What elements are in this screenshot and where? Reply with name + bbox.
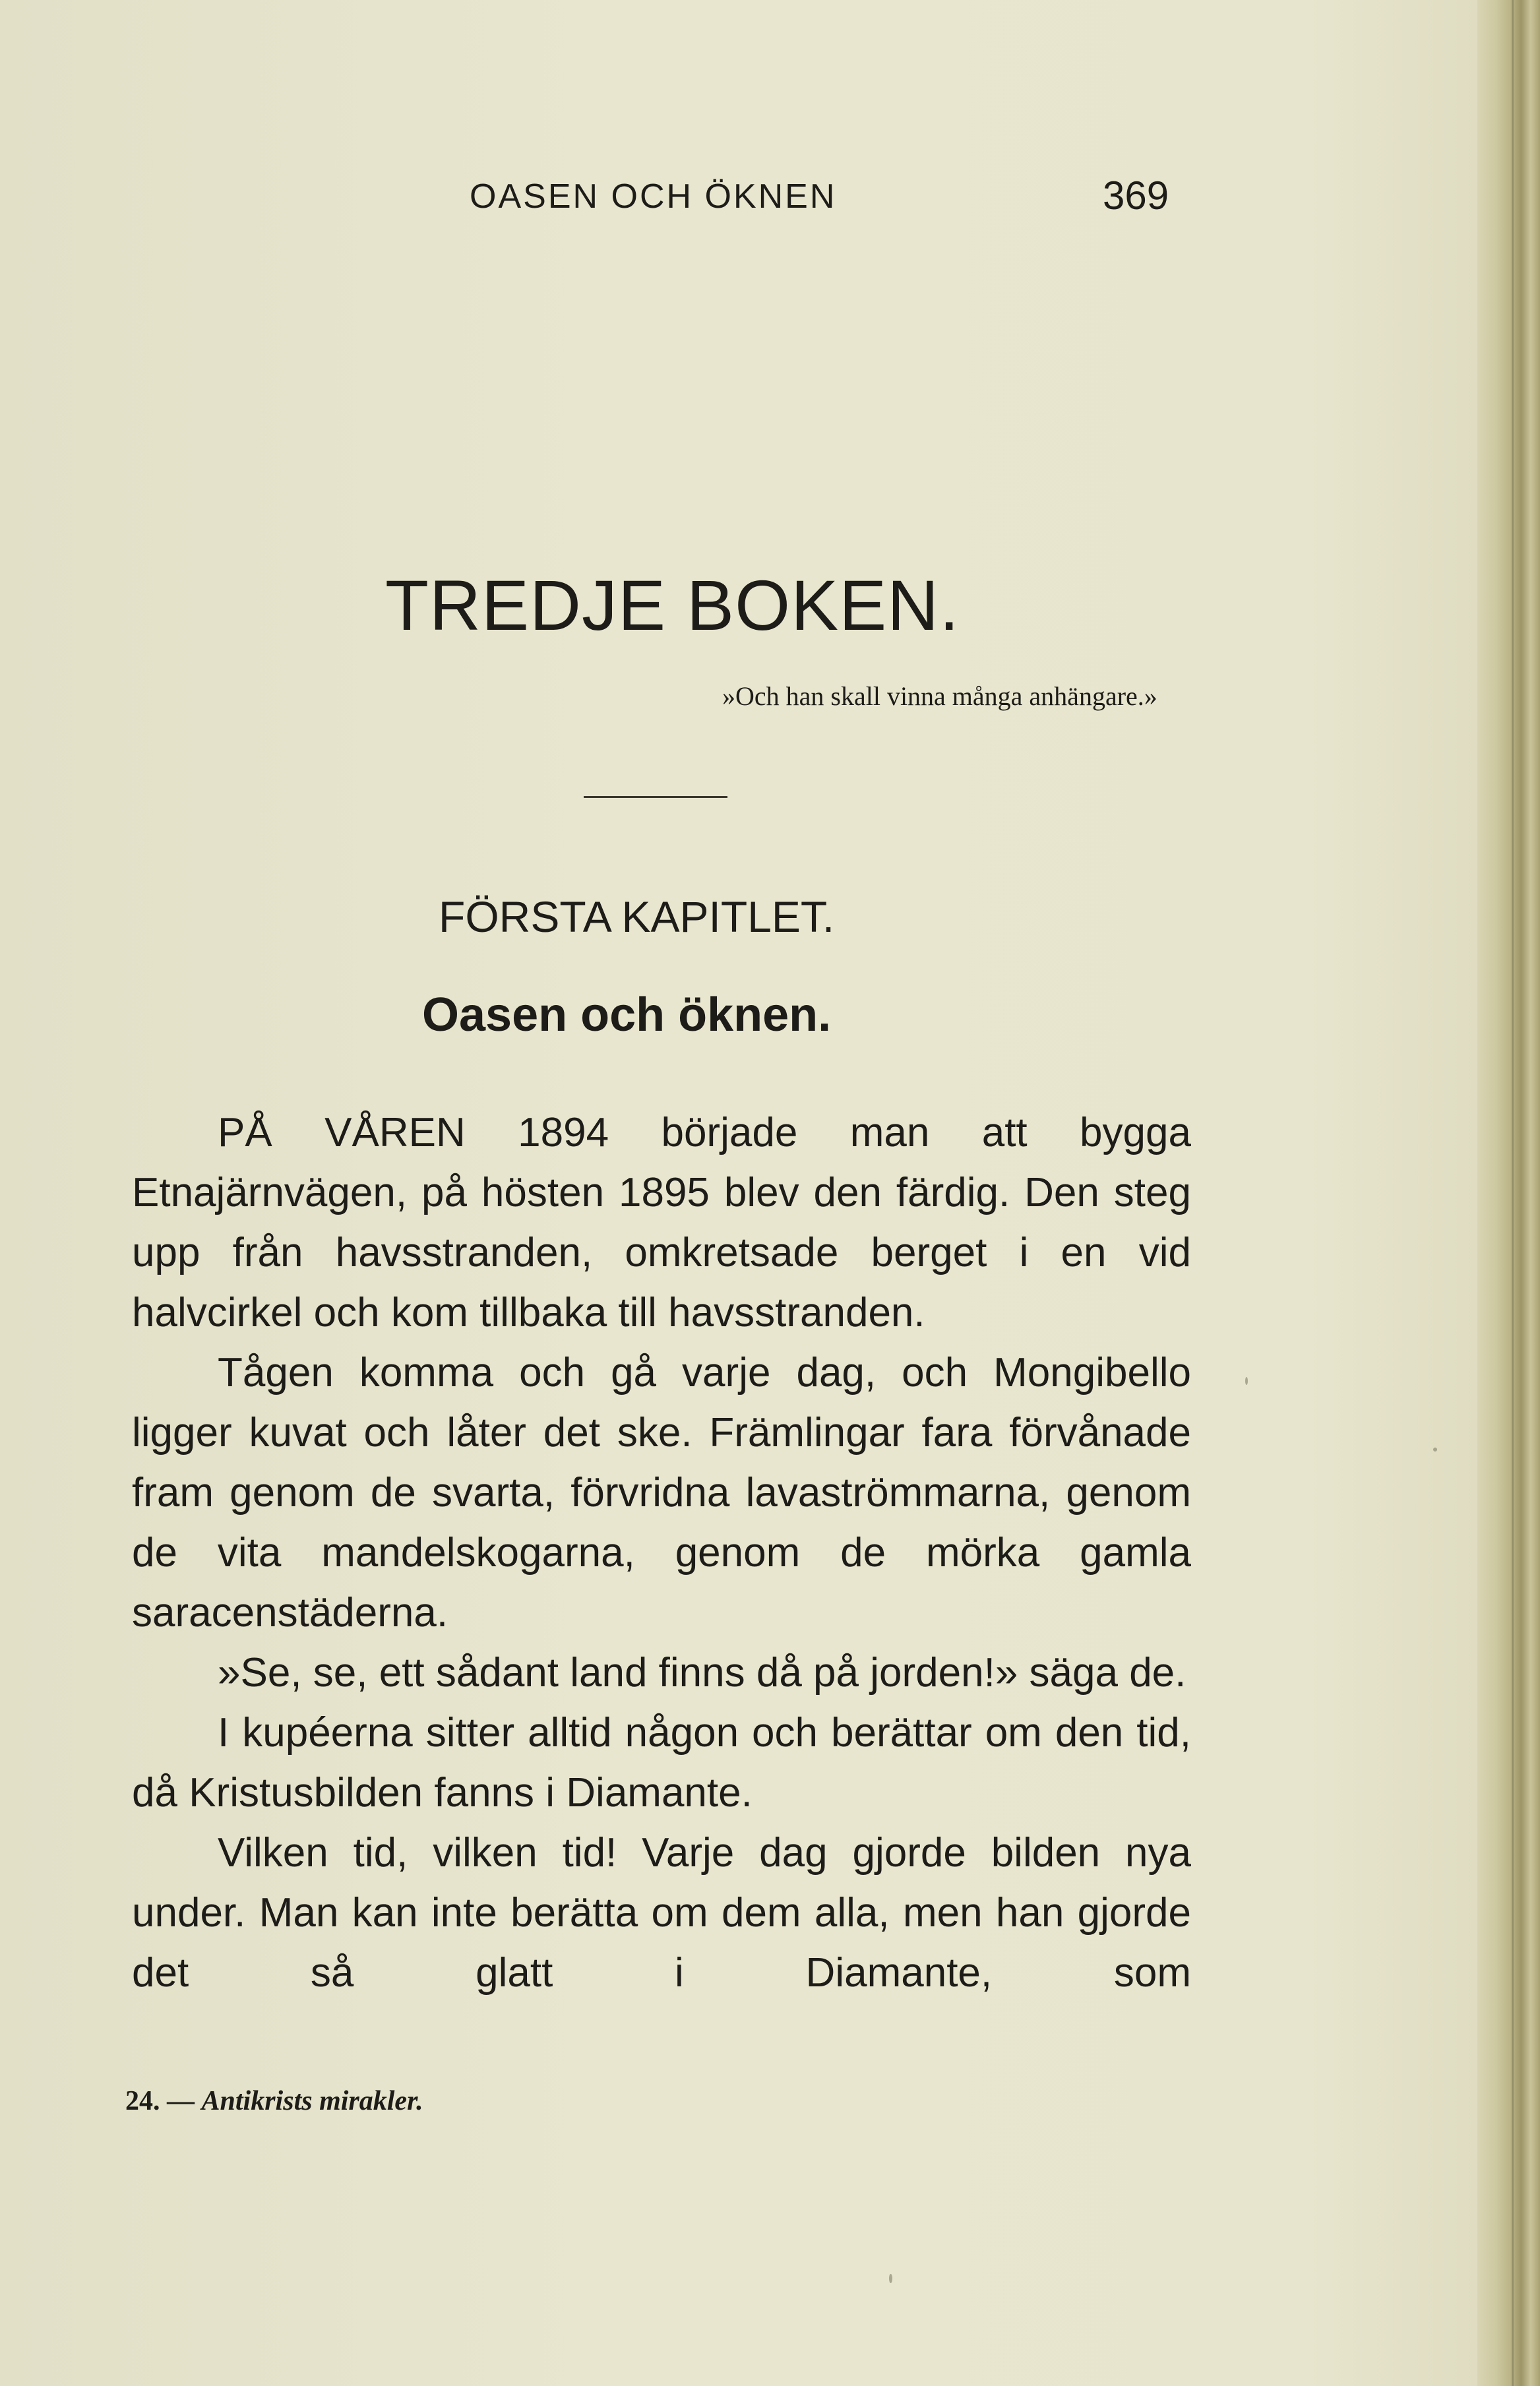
paragraph: Vilken tid, vilken tid! Varje dag gjorde bilden nya under. Man kan inte berätta om dem alla, men han gjorde det så glatt i Diamante, som bbox=[132, 1830, 1191, 1996]
spine-shadow-line bbox=[1512, 0, 1514, 2386]
printer-signature bbox=[125, 2085, 423, 2117]
book-title: TREDJE BOKEN. bbox=[385, 565, 960, 645]
divider-rule bbox=[584, 796, 727, 798]
body-text bbox=[132, 1103, 1191, 2003]
page-number: 369 bbox=[1103, 173, 1169, 218]
paragraph: »Se, se, ett sådant land finns då på jorden!» säga de. bbox=[218, 1650, 1186, 1696]
signature-mark: 24. — bbox=[125, 2086, 195, 2116]
paragraph: PÅ VÅREN 1894 började man att bygga Etnajärnvägen, på hösten 1895 blev den färdig. Den steg upp från havsstranden, omkretsade berget i en vid halvcirkel och kom tillbaka till havsstranden. bbox=[132, 1110, 1191, 1335]
chapter-title: Oasen och öknen. bbox=[422, 989, 832, 1041]
paper-speck bbox=[889, 2274, 892, 2283]
signature-book-title: Antikrists mirakler. bbox=[201, 2086, 423, 2116]
running-head: OASEN OCH ÖKNEN bbox=[470, 177, 837, 216]
paper-speck bbox=[1245, 1377, 1248, 1385]
paper-speck bbox=[1433, 1448, 1437, 1452]
chapter-heading: FÖRSTA KAPITLET. bbox=[439, 892, 835, 941]
epigraph: »Och han skall vinna många anhängare.» bbox=[722, 681, 1157, 711]
paragraph: I kupéerna sitter alltid någon och berättar om den tid, då Kristusbilden fanns i Diamante. bbox=[132, 1710, 1191, 1816]
paragraph: Tågen komma och gå varje dag, och Mongibello ligger kuvat och låter det ske. Främlingar fara förvånade fram genom de svarta, förvridna lavaströmmarna, genom de vita mandelskogarna, genom de mörka gamla saracenstäderna. bbox=[132, 1350, 1191, 1636]
book-spine-edge bbox=[1477, 0, 1540, 2386]
